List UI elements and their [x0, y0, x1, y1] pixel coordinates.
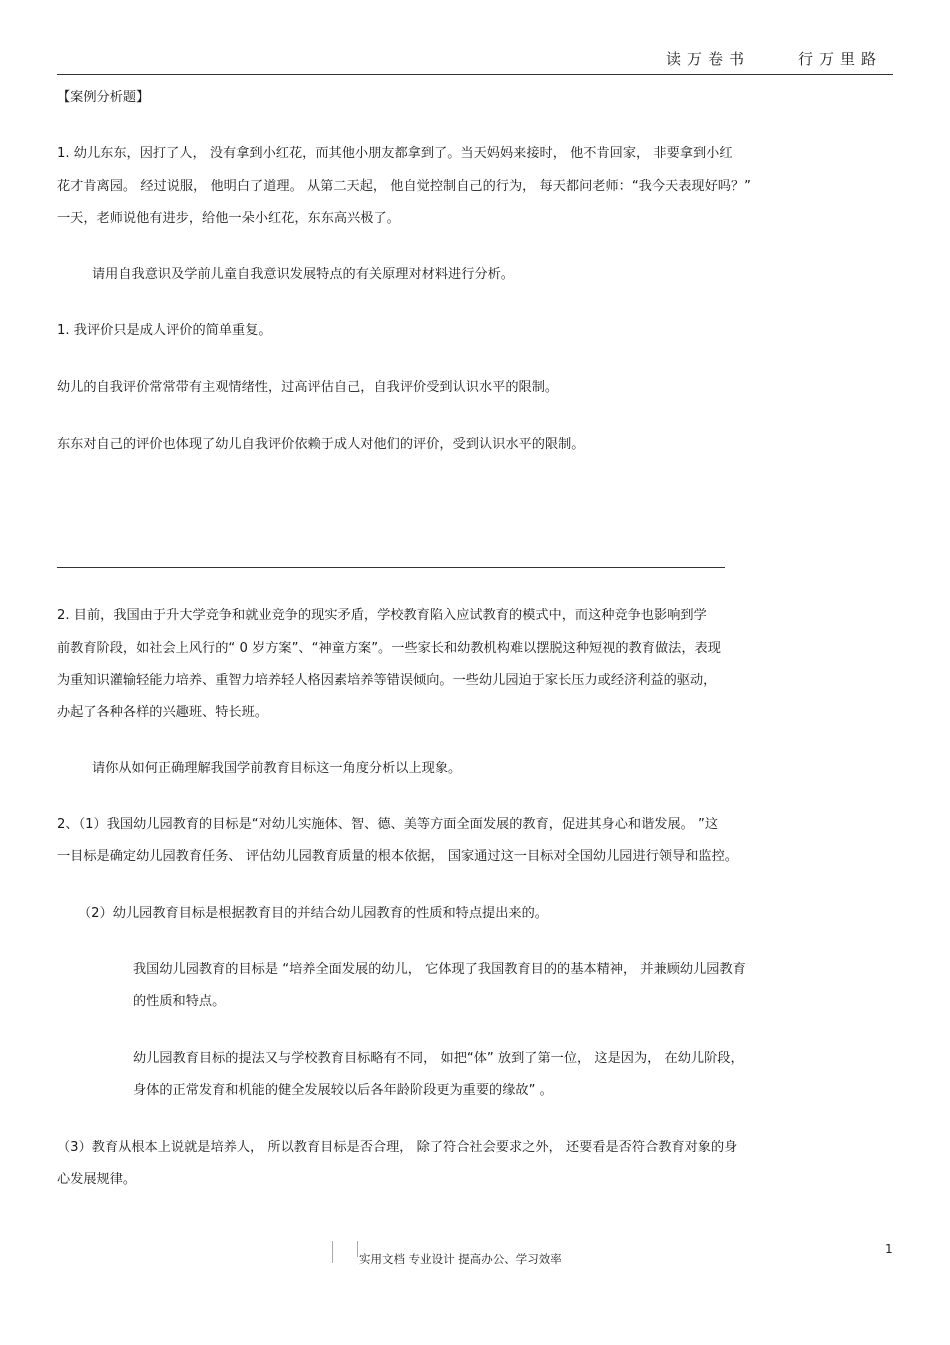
header-left-text: 读万卷书: [666, 50, 751, 68]
section-title: 【案例分析题】: [57, 90, 150, 105]
case2-answer-2-detail-line: 身体的正常发育和机能的健全发展较以后各年龄阶段更为重要的缘故” 。: [133, 1083, 553, 1098]
case2-answer-2-detail-line: 幼儿园教育目标的提法又与学校教育目标略有不同， 如把“体” 放到了第一位， 这是因为， 在幼儿阶段，: [133, 1051, 744, 1066]
case2-answer-3-line: （3）教育从根本上说就是培养人， 所以教育目标是否合理， 除了符合社会要求之外， 还要看是否符合教育对象的身: [57, 1140, 738, 1155]
case1-paragraph-line: 1. 幼儿东东，因打了人， 没有拿到小红花，而其他小朋友都拿到了。当天妈妈来接时， 他不肯回家， 非要拿到小红: [57, 146, 733, 161]
case1-paragraph-line: 一天，老师说他有进步，给他一朵小红花，东东高兴极了。: [57, 211, 400, 226]
case2-paragraph-line: 为重知识灌输轻能力培养、重智力培养轻人格因素培养等错误倾向。一些幼儿园迫于家长压力或经济利益的驱动，: [57, 673, 717, 688]
header-rule: [57, 74, 893, 75]
case2-answer-3-line: 心发展规律。: [57, 1172, 137, 1187]
footer-text: 实用文档 专业设计 提高办公、学习效率: [359, 1252, 562, 1266]
case1-answer-2: 幼儿的自我评价常常带有主观情绪性，过高评估自己，自我评价受到认识水平的限制。: [57, 380, 559, 395]
case2-paragraph-line: 前教育阶段，如社会上风行的“ 0 岁方案”、“神童方案”。一些家长和幼教机构难以摆脱这种短视的教育做法，表现: [57, 641, 721, 656]
case2-answer-1-line: 一目标是确定幼儿园教育任务、 评估幼儿园教育质量的根本依据， 国家通过这一目标对全国幼儿园进行领导和监控。: [57, 849, 738, 864]
case1-answer-1: 1. 我评价只是成人评价的简单重复。: [57, 323, 272, 338]
case1-question: 请用自我意识及学前儿童自我意识发展特点的有关原理对材料进行分析。: [92, 267, 514, 282]
case1-answer-3: 东东对自己的评价也体现了幼儿自我评价依赖于成人对他们的评价，受到认识水平的限制。: [57, 437, 585, 452]
case2-paragraph-line: 2. 目前，我国由于升大学竞争和就业竞争的现实矛盾，学校教育陷入应试教育的模式中，而这种竞争也影响到学: [57, 608, 707, 623]
footer-divider: [357, 1241, 358, 1257]
case2-answer-2-detail-line: 我国幼儿园教育的目标是 “培养全面发展的幼儿， 它体现了我国教育目的的基本精神， 并兼顾幼儿园教育: [133, 962, 746, 977]
case2-answer-2-detail-line: 的性质和特点。: [133, 994, 226, 1009]
case2-paragraph-line: 办起了各种各样的兴趣班、特长班。: [57, 705, 268, 720]
case2-answer-1-line: 2、（1）我国幼儿园教育的目标是“对幼儿实施体、智、德、美等方面全面发展的教育，促进其身心和谐发展。 ”这: [57, 817, 719, 832]
page-number: 1: [885, 1242, 893, 1256]
case2-answer-2: （2）幼儿园教育目标是根据教育目的并结合幼儿园教育的性质和特点提出来的。: [78, 906, 548, 921]
case1-paragraph-line: 花才肯离园。 经过说服， 他明白了道理。 从第二天起， 他自觉控制自己的行为， 每天都问老师：“我今天表现好吗？”: [57, 179, 751, 194]
footer-divider: [332, 1241, 333, 1263]
section-divider: [57, 567, 725, 568]
case2-question: 请你从如何正确理解我国学前教育目标这一角度分析以上现象。: [92, 761, 462, 776]
header-right-text: 行万里路: [798, 50, 883, 68]
